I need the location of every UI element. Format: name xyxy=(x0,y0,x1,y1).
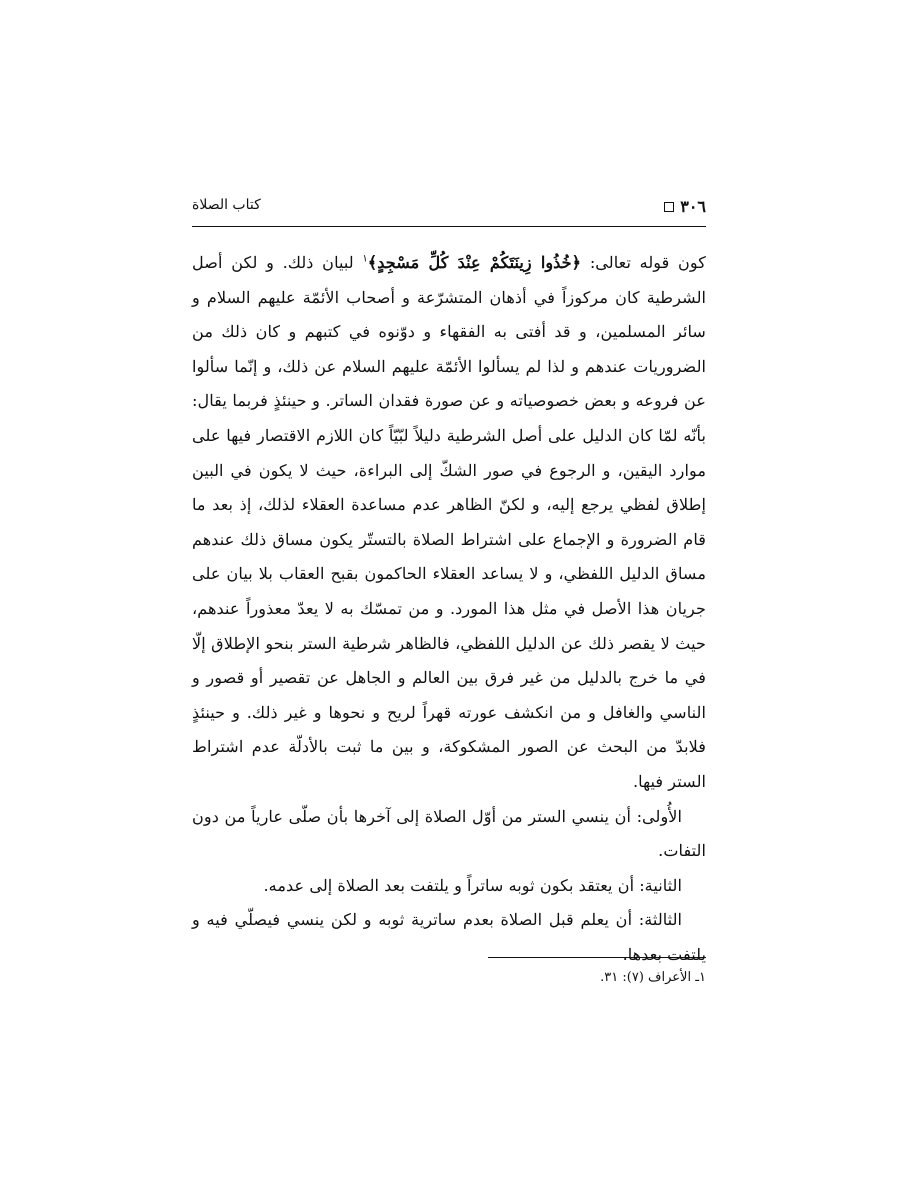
paragraph-case-2: الثانية: أن يعتقد بكون ثوبه ساتراً و يلتفت بعد الصلاة إلى عدمه. xyxy=(263,875,682,895)
header-divider xyxy=(192,226,706,227)
paragraph-case-3: الثالثة: أن يعلم قبل الصلاة بعدم ساترية ثوبه و لكن ينسي فيصلّي فيه و يلتفت بعدها. xyxy=(192,910,706,964)
paragraph-case-1: الأُولى: أن ينسي الستر من أوّل الصلاة إلى آخرها بأن صلّى عارياً من دون التفات. xyxy=(192,806,706,861)
quran-verse: ﴿خُذُوا زِينَتَكُمْ عِنْدَ كُلِّ مَسْجِدٍ﴾ xyxy=(367,253,582,272)
chapter-title: كتاب الصلاة xyxy=(192,197,261,213)
header-page-number-group xyxy=(664,197,706,216)
footnote-reference: ١ xyxy=(362,253,368,265)
square-box-icon xyxy=(664,202,674,212)
footnote-text: ١ـ الأعراف (٧): ٣١. xyxy=(600,970,706,985)
footnote-divider xyxy=(488,957,706,958)
running-header xyxy=(192,197,706,221)
paragraph-1 xyxy=(192,246,706,800)
page-number: ٣٠٦ xyxy=(680,197,706,216)
paragraph-1-body: لبيان ذلك. و لكن أصل الشرطية كان مركوزاً في أذهان المتشرّعة و أصحاب الأئمّة عليهم السلام و سائر المسلمين، و قد أفتى به الفقهاء و دوّنوه في كتبهم و كان ذلك من الضروريات عندهم و لذا لم يسألوا الأئمّة عليهم السلام عن ذلك، و إنّما سألوا عن فروعه و بعض خصوصياته و عن صورة فقدان الساتر. و حينئذٍ فربما يقال: بأنّه لمّا كان الدليل على أصل الشرطية دليلاً لبّيّاً كان اللازم الاقتصار فيها على موارد اليقين، و الرجوع في صور الشكّ إلى البراءة، حيث لا يكون في البين إطلاق لفظي يرجع إليه، و لكنّ الظاهر عدم مساعدة العقلاء لذلك، إذ بعد ما قام الضرورة و الإجماع على اشتراط الصلاة بالتستّر يكون مساق ذلك عندهم مساق الدليل اللفظي، و لا يساعد العقلاء الحاكمون بقبح العقاب بلا بيان على جريان هذا الأصل في مثل هذا المورد. و من تمسّك به لا يعدّ معذوراً عندهم، حيث لا يقصر ذلك عن الدليل اللفظي، فالظاهر شرطية الستر بنحو الإطلاق إلّا في ما خرج بالدليل من غير فرق بين العالم و الجاهل عن تقصير أو قصور و الناسي والغافل و من انكشف عورته قهراً لريح و نحوها و غير ذلك. و حينئذٍ فلابدّ من البحث عن الصور المشكوكة، و بين ما ثبت بالأدلّة عدم اشتراط الستر فيها. xyxy=(192,253,706,791)
main-text xyxy=(192,246,706,972)
paragraph-1-intro: كون قوله تعالى: xyxy=(581,253,706,272)
